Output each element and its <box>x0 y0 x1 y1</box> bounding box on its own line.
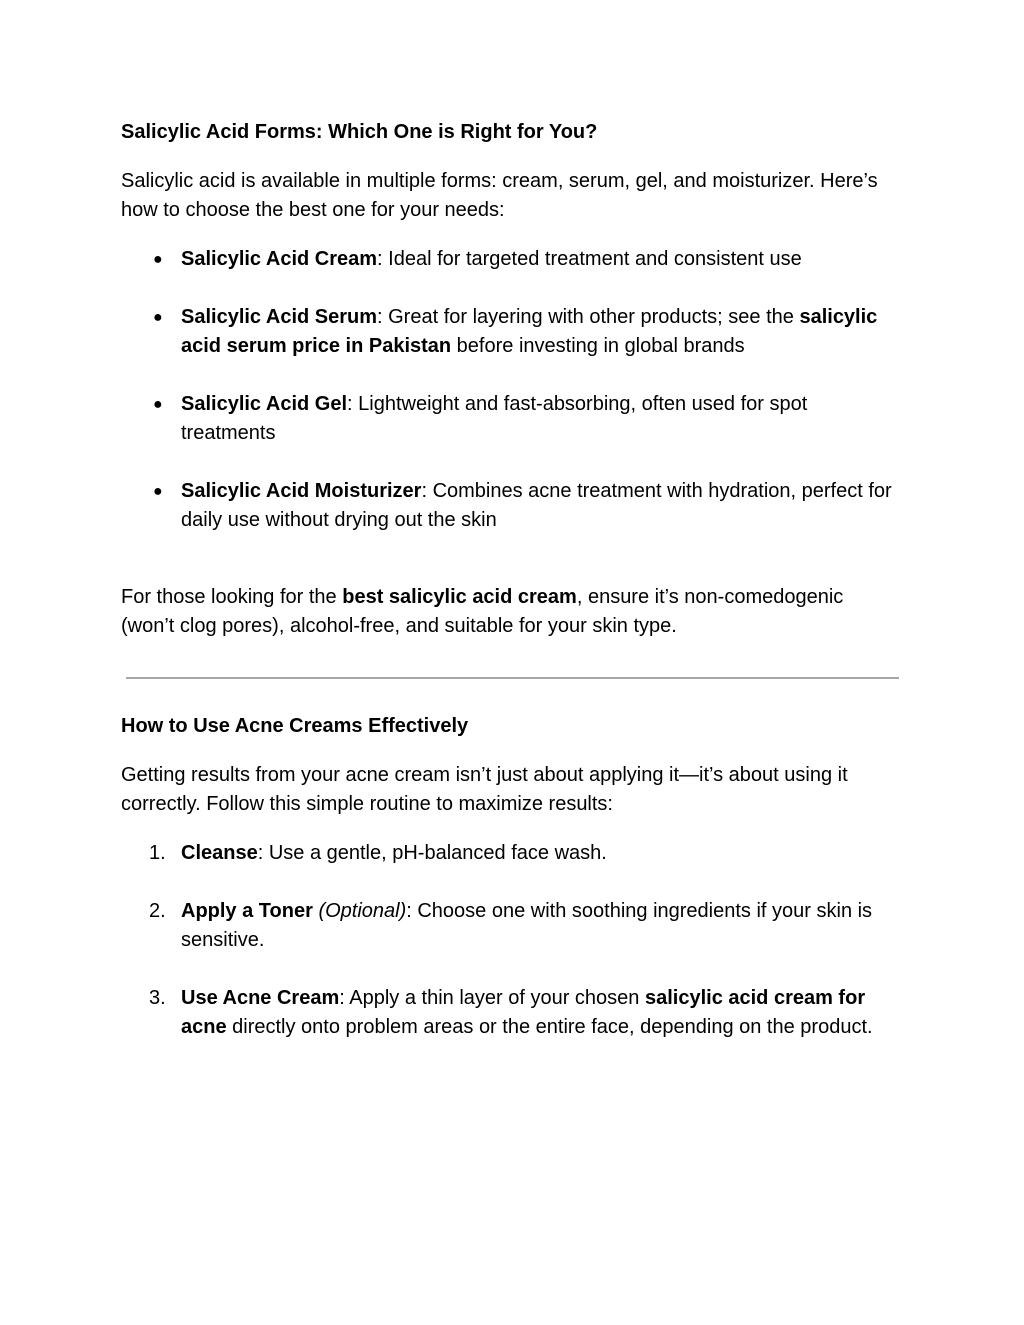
list-item-text: : Ideal for targeted treatment and consistent use <box>377 248 802 270</box>
list-item-text: : Combines acne treatment with hydration, perfect for daily use without drying out the skin <box>181 480 892 531</box>
bullet-icon: ● <box>153 396 163 413</box>
list-item-term: Use Acne Cream <box>181 987 340 1009</box>
list-item-acne-cream <box>121 984 901 1042</box>
list-item-gel <box>121 390 901 448</box>
intro-paragraph: Salicylic acid is available in multiple forms: cream, serum, gel, and moisturizer. Here’s how to choose the best one for your needs: <box>121 170 878 221</box>
list-item-note: (Optional) <box>318 900 407 922</box>
list-item-serum <box>121 303 901 361</box>
list-item-toner <box>121 897 901 955</box>
list-item-text: before investing in global brands <box>451 335 745 357</box>
bullet-icon: ● <box>153 483 163 500</box>
list-number: 1. <box>149 842 166 864</box>
intro-paragraph: Getting results from your acne cream isn’t just about applying it—it’s about using it correctly. Follow this simple routine to maximize results: <box>121 764 848 815</box>
closing-paragraph <box>121 583 901 641</box>
list-item-term: Salicylic Acid Gel <box>181 393 348 415</box>
list-item-moisturizer <box>121 477 901 535</box>
list-number: 3. <box>149 987 166 1009</box>
closing-text: , ensure it’s non-comedogenic (won’t clog pores), alcohol-free, and suitable for your skin type. <box>121 586 844 637</box>
closing-text: For those looking for the <box>121 586 343 608</box>
forms-bullet-list <box>121 245 901 535</box>
list-item-term: Cleanse <box>181 842 258 864</box>
list-number: 2. <box>149 900 166 922</box>
bullet-icon: ● <box>153 309 163 326</box>
horizontal-divider <box>126 677 899 679</box>
closing-keyword: best salicylic acid cream <box>342 586 577 608</box>
list-item-cleanse <box>121 839 901 868</box>
list-item-text: : Lightweight and fast-absorbing, often used for spot treatments <box>181 393 808 444</box>
list-item-text: : Choose one with soothing ingredients if your skin is sensitive. <box>181 900 873 951</box>
bullet-icon: ● <box>153 251 163 268</box>
list-item-text: : Apply a thin layer of your chosen <box>339 987 645 1009</box>
list-item-term: Salicylic Acid Cream <box>181 248 378 270</box>
list-item-keyword: salicylic acid serum price in Pakistan <box>181 306 878 357</box>
document-page <box>121 118 901 1042</box>
list-item-term: Salicylic Acid Serum <box>181 306 378 328</box>
list-item-keyword: salicylic acid cream for acne <box>181 987 866 1038</box>
list-item-text: : Use a gentle, pH-balanced face wash. <box>257 842 607 864</box>
list-item-text: : Great for layering with other products; see the <box>377 306 800 328</box>
section-heading-salicylic-forms: Salicylic Acid Forms: Which One is Right for You? <box>121 121 598 143</box>
section-heading-how-to-use: How to Use Acne Creams Effectively <box>121 715 469 737</box>
list-item-text: directly onto problem areas or the entire face, depending on the product. <box>226 1016 873 1038</box>
list-item-cream <box>121 245 901 274</box>
list-item-term: Apply a Toner <box>181 900 313 922</box>
routine-numbered-list <box>121 839 901 1042</box>
list-item-term: Salicylic Acid Moisturizer <box>181 480 422 502</box>
